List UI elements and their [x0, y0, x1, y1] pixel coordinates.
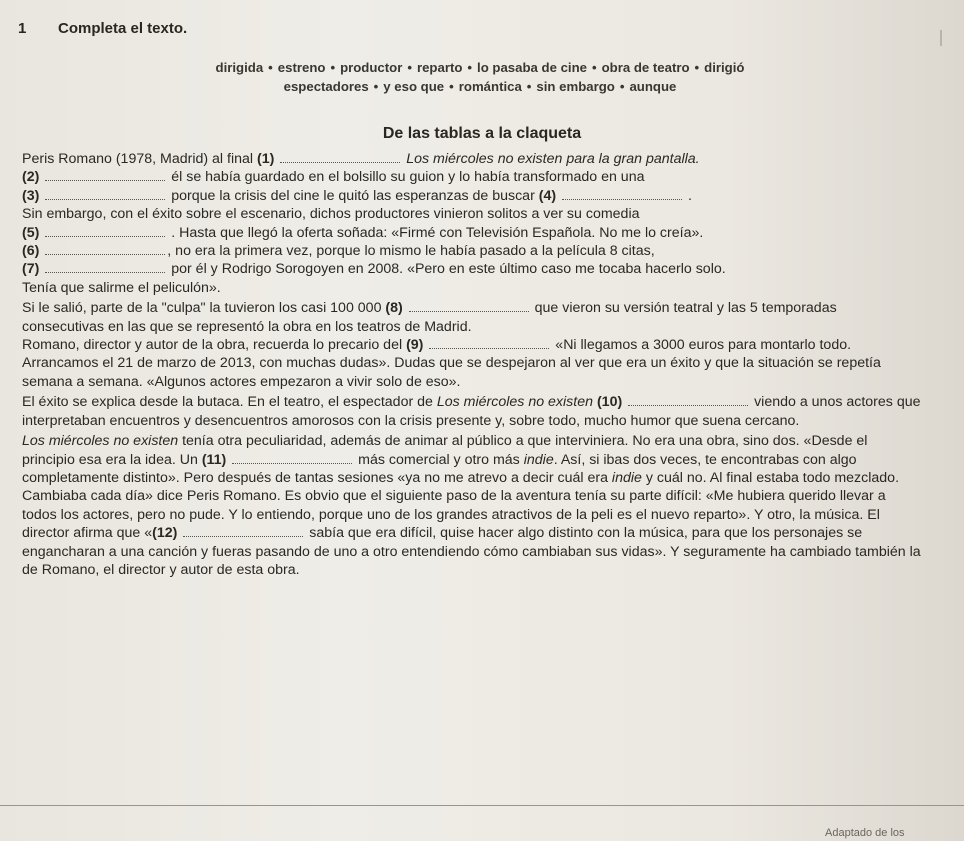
blank-number: (7)	[22, 261, 40, 278]
answer-blank[interactable]	[280, 151, 400, 163]
word-bank-separator: •	[373, 79, 379, 94]
word-bank-item: lo pasaba de cine	[477, 60, 587, 75]
word-bank-item: estreno	[277, 60, 326, 75]
word-bank-item: reparto	[416, 60, 463, 75]
article-title: De las tablas a la claqueta	[382, 125, 582, 142]
answer-blank[interactable]	[45, 169, 165, 181]
text-run: más comercial y otro más	[354, 451, 524, 468]
word-bank-item: romántica	[458, 79, 522, 94]
text-run: Tenía que salirme el peliculón».	[22, 279, 221, 296]
text-run: El éxito se explica desde la butaca. En el teatro, el espectador de	[22, 394, 437, 411]
source-credit: Adaptado de los	[825, 827, 905, 839]
word-bank-item: obra de teatro	[601, 60, 690, 75]
answer-blank[interactable]	[562, 188, 682, 200]
blank-number: (1)	[257, 151, 275, 167]
text-run: , no era la primera vez, porque lo mismo le había pasado a la película 8 citas,	[167, 243, 655, 260]
answer-blank[interactable]	[429, 337, 549, 349]
text-run: indie	[523, 451, 554, 468]
paragraph	[22, 393, 922, 430]
word-bank	[60, 58, 900, 96]
answer-blank[interactable]	[409, 300, 529, 312]
text-run: por él y Rodrigo Sorogoyen en 2008. «Pero en este último caso me tocaba hacerlo solo.	[167, 261, 726, 278]
word-bank-item: productor	[340, 60, 403, 75]
word-bank-item: espectadores	[283, 79, 369, 94]
blank-number: (4)	[538, 187, 557, 204]
word-bank-separator: •	[619, 79, 625, 94]
word-bank-item: dirigió	[704, 60, 745, 75]
answer-blank[interactable]	[232, 452, 352, 464]
text-run: sabía que era difícil, quise hacer algo distinto con la música, para que los personajes se engancharan a una canción y fueras pasando de uno a otro entendiendo cómo cambiaban sus vidas». Y seguramente ha cambiado también la de Romano, el director y autor de esta obra.	[22, 525, 921, 578]
text-run: tenía otra peculiaridad, además de animar al público a que interviniera. No era una obra, sino dos. «Desde el principio esa era la idea. Un	[22, 433, 868, 468]
article-body	[22, 150, 922, 581]
word-bank-separator: •	[467, 60, 473, 75]
word-bank-item: sin embargo	[536, 79, 615, 94]
text-run: viendo a unos actores que interpretaban encuentros y desencuentros amorosos con la crisis presente y, sobre todo, mucho humor que suena cercano.	[22, 394, 921, 429]
answer-blank[interactable]	[183, 525, 303, 537]
page-edge-mark	[940, 30, 942, 46]
paragraph	[22, 299, 922, 391]
text-run: él se había guardado en el bolsillo su guion y lo había transformado en una	[167, 169, 645, 186]
blank-number: (8)	[385, 300, 403, 317]
word-bank-separator: •	[591, 60, 597, 75]
word-bank-separator: •	[694, 60, 700, 75]
text-run: .	[684, 187, 692, 204]
answer-blank[interactable]	[45, 188, 165, 200]
text-run: . Hasta que llegó la oferta soñada: «Firmé con Televisión Española. No me lo creía».	[167, 224, 704, 241]
answer-blank[interactable]	[628, 394, 748, 406]
text-run: indie	[611, 469, 642, 486]
text-run: «Ni llegamos a 3000 euros para montarlo todo. Arrancamos el 21 de marzo de 2013, con muchas dudas». Dudas que se despejaron al ver que era un éxito y que la situación se repetía semana a semana. «Algunos actores empezaron a vivir solo de eso».	[22, 337, 881, 390]
text-run: Los miércoles no existen	[22, 433, 179, 450]
word-bank-separator: •	[526, 79, 532, 94]
paragraph	[22, 432, 922, 579]
text-run: Los miércoles no existen para la gran pantalla.	[402, 151, 700, 167]
word-bank-item: y eso que	[383, 79, 445, 94]
blank-number: (12)	[152, 525, 178, 542]
blank-number: (3)	[22, 187, 40, 204]
exercise-instruction: Completa el texto.	[58, 20, 188, 37]
word-bank-separator: •	[268, 60, 273, 75]
answer-blank[interactable]	[45, 243, 165, 255]
footer-divider	[0, 805, 964, 806]
blank-number: (10)	[596, 394, 623, 411]
text-run: Peris Romano (1978, Madrid) al final	[22, 151, 257, 167]
word-bank-separator: •	[449, 79, 454, 94]
word-bank-item: dirigida	[215, 60, 264, 75]
answer-blank[interactable]	[45, 225, 165, 237]
text-run: Si le salió, parte de la "culpa" la tuvieron los casi 100 000	[22, 300, 386, 317]
answer-blank[interactable]	[45, 261, 165, 273]
blank-number: (6)	[22, 243, 40, 260]
blank-number: (5)	[22, 224, 40, 241]
text-run: . Así, si ibas dos veces, te encontrabas con algo completamente distinto». Pero después de tantas sesiones «ya no me atrevo a decir cuál era	[22, 451, 857, 486]
word-bank-item: aunque	[629, 79, 677, 94]
text-run: Sin embargo, con el éxito sobre el escenario, dichos productores vinieron solitos a ver su comedia	[22, 206, 640, 223]
text-run: y cuál no. Al final estaba todo mezclado. Cambiaba cada día» dice Peris Romano. Es obvio que el siguiente paso de la aventura tenía su parte difícil: «Me hubiera querido llevar a todos los actores, pero no pude. Y lo entiendo, porque uno de los grandes atractivos de la peli es el nuevo reparto». Y otro, la música. El director afirma que «	[22, 469, 900, 542]
text-run: Romano, director y autor de la obra, recuerda lo precario del	[22, 337, 407, 354]
word-bank-separator: •	[330, 60, 336, 75]
text-run: Los miércoles no existen	[436, 394, 593, 411]
word-bank-separator: •	[407, 60, 412, 75]
exercise-header	[18, 20, 187, 37]
text-run: que vieron su versión teatral y las 5 temporadas consecutivas en las que se representó la obra en los teatros de Madrid.	[22, 300, 837, 335]
exercise-number: 1	[18, 20, 27, 37]
text-run: porque la crisis del cine le quitó las esperanzas de buscar	[167, 187, 539, 204]
blank-number: (2)	[22, 169, 40, 186]
paragraph	[22, 150, 922, 297]
blank-number: (11)	[201, 451, 227, 468]
blank-number: (9)	[406, 337, 424, 354]
